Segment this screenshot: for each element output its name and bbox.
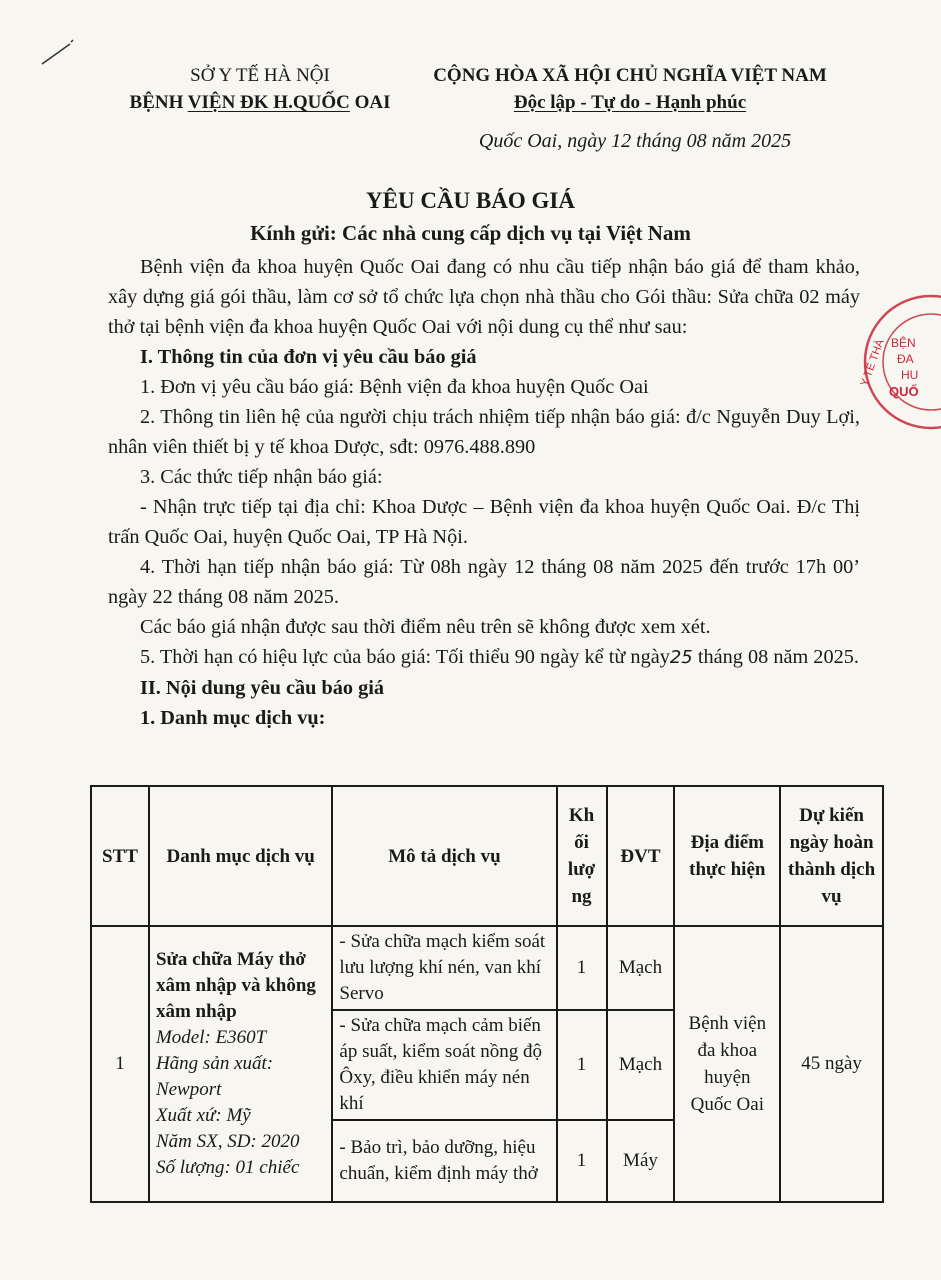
col-header-service: Danh mục dịch vụ xyxy=(149,786,332,926)
country-name: CỘNG HÒA XÃ HỘI CHỦ NGHĨA VIỆT NAM xyxy=(433,65,827,86)
national-motto: Độc lập - Tự do - Hạnh phúc xyxy=(513,92,747,113)
row-service: Sửa chữa Máy thở xâm nhập và không xâm nhập Model: E360T Hãng sản xuất: Newport Xuất xứ: Mỹ Năm SX, SD: 2020 Số lượng: 01 chiếc xyxy=(149,926,332,1202)
col-header-unit: ĐVT xyxy=(607,786,675,926)
section-2-heading: II. Nội dung yêu cầu báo giá xyxy=(140,677,384,699)
document-body xyxy=(108,252,860,733)
row-qty: 1 xyxy=(557,1120,607,1202)
row-unit: Mạch xyxy=(607,1010,675,1120)
service-table xyxy=(90,785,884,1203)
handwritten-day: 25 xyxy=(669,647,693,668)
col-header-stt: STT xyxy=(91,786,149,926)
row-place: Bệnh viện đa khoa huyện Quốc Oai xyxy=(674,926,780,1202)
document-title: YÊU CẦU BÁO GIÁ xyxy=(366,188,575,213)
col-header-place: Địa điểm thực hiện xyxy=(674,786,780,926)
row-qty: 1 xyxy=(557,926,607,1010)
section-1-heading: I. Thông tin của đơn vị yêu cầu báo giá xyxy=(140,346,477,368)
pen-mark xyxy=(40,38,80,68)
section-1-item-2: 2. Thông tin liên hệ của người chịu trách nhiệm tiếp nhận báo giá: đ/c Nguyễn Duy Lợi, nhân viên thiết bị y tế khoa Dược, sđt: 0976.488.890 xyxy=(108,406,860,458)
section-1-item-3-detail: - Nhận trực tiếp tại địa chỉ: Khoa Dược – Bệnh viện đa khoa huyện Quốc Oai. Đ/c Thị trấn Quốc Oai, huyện Quốc Oai, TP Hà Nội. xyxy=(108,496,860,548)
row-desc: - Bảo trì, bảo dưỡng, hiệu chuẩn, kiểm định máy thở xyxy=(332,1120,556,1202)
row-desc: - Sửa chữa mạch kiểm soát lưu lượng khí nén, van khí Servo xyxy=(332,926,556,1010)
hospital-seal-stamp xyxy=(845,292,941,432)
issuer-block xyxy=(95,62,425,116)
stamp-line-1: BỆN xyxy=(891,336,916,350)
national-header xyxy=(405,62,855,116)
stamp-line-2: ĐA xyxy=(897,352,914,366)
section-1-item-4-note: Các báo giá nhận được sau thời điểm nêu trên sẽ không được xem xét. xyxy=(140,616,711,638)
table-row xyxy=(91,926,883,1010)
section-1-item-1: 1. Đơn vị yêu cầu báo giá: Bệnh viện đa khoa huyện Quốc Oai xyxy=(140,376,649,398)
table-header-row xyxy=(91,786,883,926)
stamp-line-3: HU xyxy=(901,368,919,382)
section-1-item-5: 5. Thời hạn có hiệu lực của báo giá: Tối thiểu 90 ngày kể từ ngày25 tháng 08 năm 2025. xyxy=(140,646,859,668)
document-date: Quốc Oai, ngày 12 tháng 08 năm 2025 xyxy=(478,130,792,152)
row-unit: Mạch xyxy=(607,926,675,1010)
row-unit: Máy xyxy=(607,1120,675,1202)
intro-paragraph: Bệnh viện đa khoa huyện Quốc Oai đang có nhu cầu tiếp nhận báo giá để tham khảo, xây dựng giá gói thầu, làm cơ sở tổ chức lựa chọn nhà thầu cho Gói thầu: Sửa chữa 02 máy thở tại bệnh viện đa khoa huyện Quốc Oai với nội dung cụ thể như sau: xyxy=(108,256,860,338)
section-1-item-3: 3. Các thức tiếp nhận báo giá: xyxy=(140,466,383,488)
section-1-item-4: 4. Thời hạn tiếp nhận báo giá: Từ 08h ngày 12 tháng 08 năm 2025 đến trước 17h 00’ ngày 22 tháng 08 năm 2025. xyxy=(108,556,860,608)
row-days: 45 ngày xyxy=(780,926,883,1202)
row-desc: - Sửa chữa mạch cảm biến áp suất, kiểm soát nồng độ Ôxy, điều khiển máy nén khí xyxy=(332,1010,556,1120)
agency-name: SỞ Y TẾ HÀ NỘI xyxy=(190,65,330,86)
row-qty: 1 xyxy=(557,1010,607,1120)
recipient-line: Kính gửi: Các nhà cung cấp dịch vụ tại Việt Nam xyxy=(250,221,691,245)
stamp-line-4: QUỐ xyxy=(889,384,919,399)
row-stt: 1 xyxy=(91,926,149,1202)
hospital-name: BỆNH VIỆN ĐK H.QUỐC OAI xyxy=(129,92,391,113)
stamp-arc-text: Y TẾ THÀ xyxy=(858,337,887,389)
col-header-days: Dự kiến ngày hoàn thành dịch vụ xyxy=(780,786,883,926)
section-2-sub-1: 1. Danh mục dịch vụ: xyxy=(140,707,326,729)
col-header-qty: Kh ối lượ ng xyxy=(557,786,607,926)
col-header-desc: Mô tả dịch vụ xyxy=(332,786,556,926)
